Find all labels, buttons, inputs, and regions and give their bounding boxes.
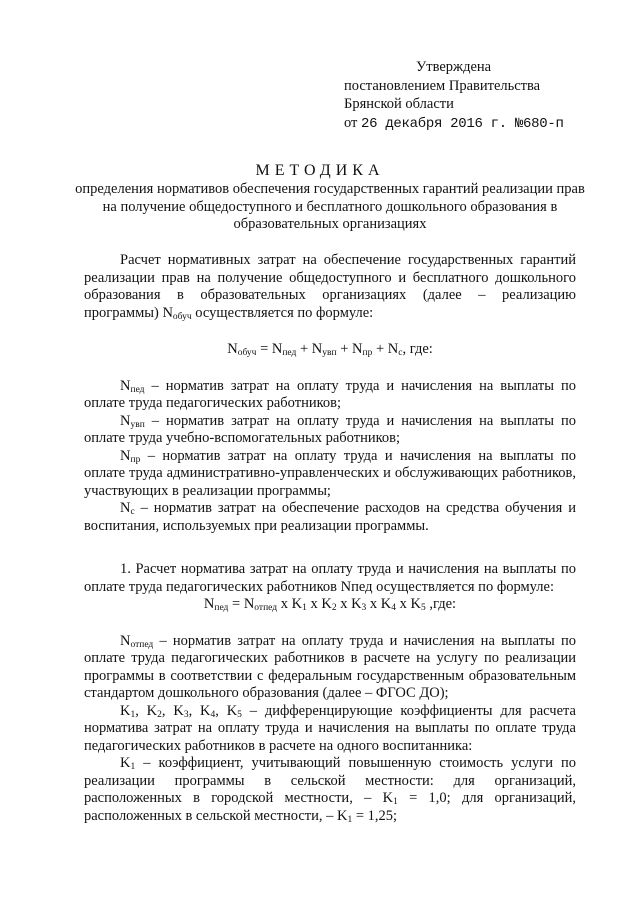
approval-date-stamp: 26 декабря 2016 г. №680-п [361, 115, 564, 132]
definition-coefficients: $K_1$, $K_2$, $K_3$, $K_4$, $K_5$ – дифференцирующие коэффициенты для расчета норматива затрат на оплату труда и начисления на выплаты по оплате труда педагогических работников в расчете на одного воспитанника: [84, 702, 576, 754]
approval-date-prefix: от [344, 114, 358, 131]
approval-block [344, 58, 564, 133]
approval-line-region: Брянской области [344, 96, 454, 112]
definition-otped: $N_{отпед}$ – норматив затрат на оплату труда и начисления на выплаты по оплате труда педагогических работников в расчете на услугу по реализации программы в соответствии с федеральным государственным образовательным стандартом дошкольного образования (далее – ФГОС ДО); [84, 632, 576, 701]
approval-line-approved: Утверждена [416, 59, 492, 75]
definition-uvp: $N_{увп}$ – норматив затрат на оплату труда и начисления на выплаты по оплате труда учебно-вспомогательных работников; [84, 412, 576, 446]
intro-paragraph: Расчет нормативных затрат на обеспечение государственных гарантий реализации прав на получение общедоступного и бесплатного дошкольного образования в образовательных организациях (далее – реализацию программы) $N_{обуч}$ осуществляется по формуле: [84, 252, 576, 322]
page-subtitle: определения нормативов обеспечения государственных гарантий реализации прав на получение общедоступного и бесплатного дошкольного образования в образовательных организациях [75, 181, 585, 232]
definition-c: $N_с$ – норматив затрат на обеспечение расходов на средства обучения и воспитания, используемых при реализации программы. [84, 500, 576, 534]
section-1-paragraph: 1. Расчет норматива затрат на оплату труда и начисления на выплаты по оплате труда педагогических работников Nпед осуществляется по формуле: [84, 561, 576, 595]
approval-line-resolution: постановлением Правительства [344, 77, 541, 94]
formula-ped: $N_{пед} = N_{отпед}$ x $K_1$ x $K_2$ x $K_3$ x $K_4$ x $K_5$ ,где: [203, 596, 457, 613]
approval-line-date [344, 114, 564, 134]
definition-k1: $K_1$ – коэффициент, учитывающий повышенную стоимость услуги по реализации программы в сельской местности: для организаций, расположенных в городской местности, – $K_1 = 1,0$; для организаций, расположенных в сельской местности, – $K_1 = 1,25$; [84, 755, 576, 825]
definition-pr: $N_{пр}$ – норматив затрат на оплату труда и начисления на выплаты по оплате труда административно-управленческих и обслуживающих работников, участвующих в реализации программы; [84, 447, 576, 499]
definition-ped: $N_{пед}$ – норматив затрат на оплату труда и начисления на выплаты по оплате труда педагогических работников; [84, 377, 576, 411]
document-body [84, 252, 576, 825]
formula-main: $N_{обуч} = N_{пед} + N_{увп} + N_{пр} + N_c$, где: [227, 341, 433, 358]
page-title: МЕТОДИКА [255, 162, 385, 179]
